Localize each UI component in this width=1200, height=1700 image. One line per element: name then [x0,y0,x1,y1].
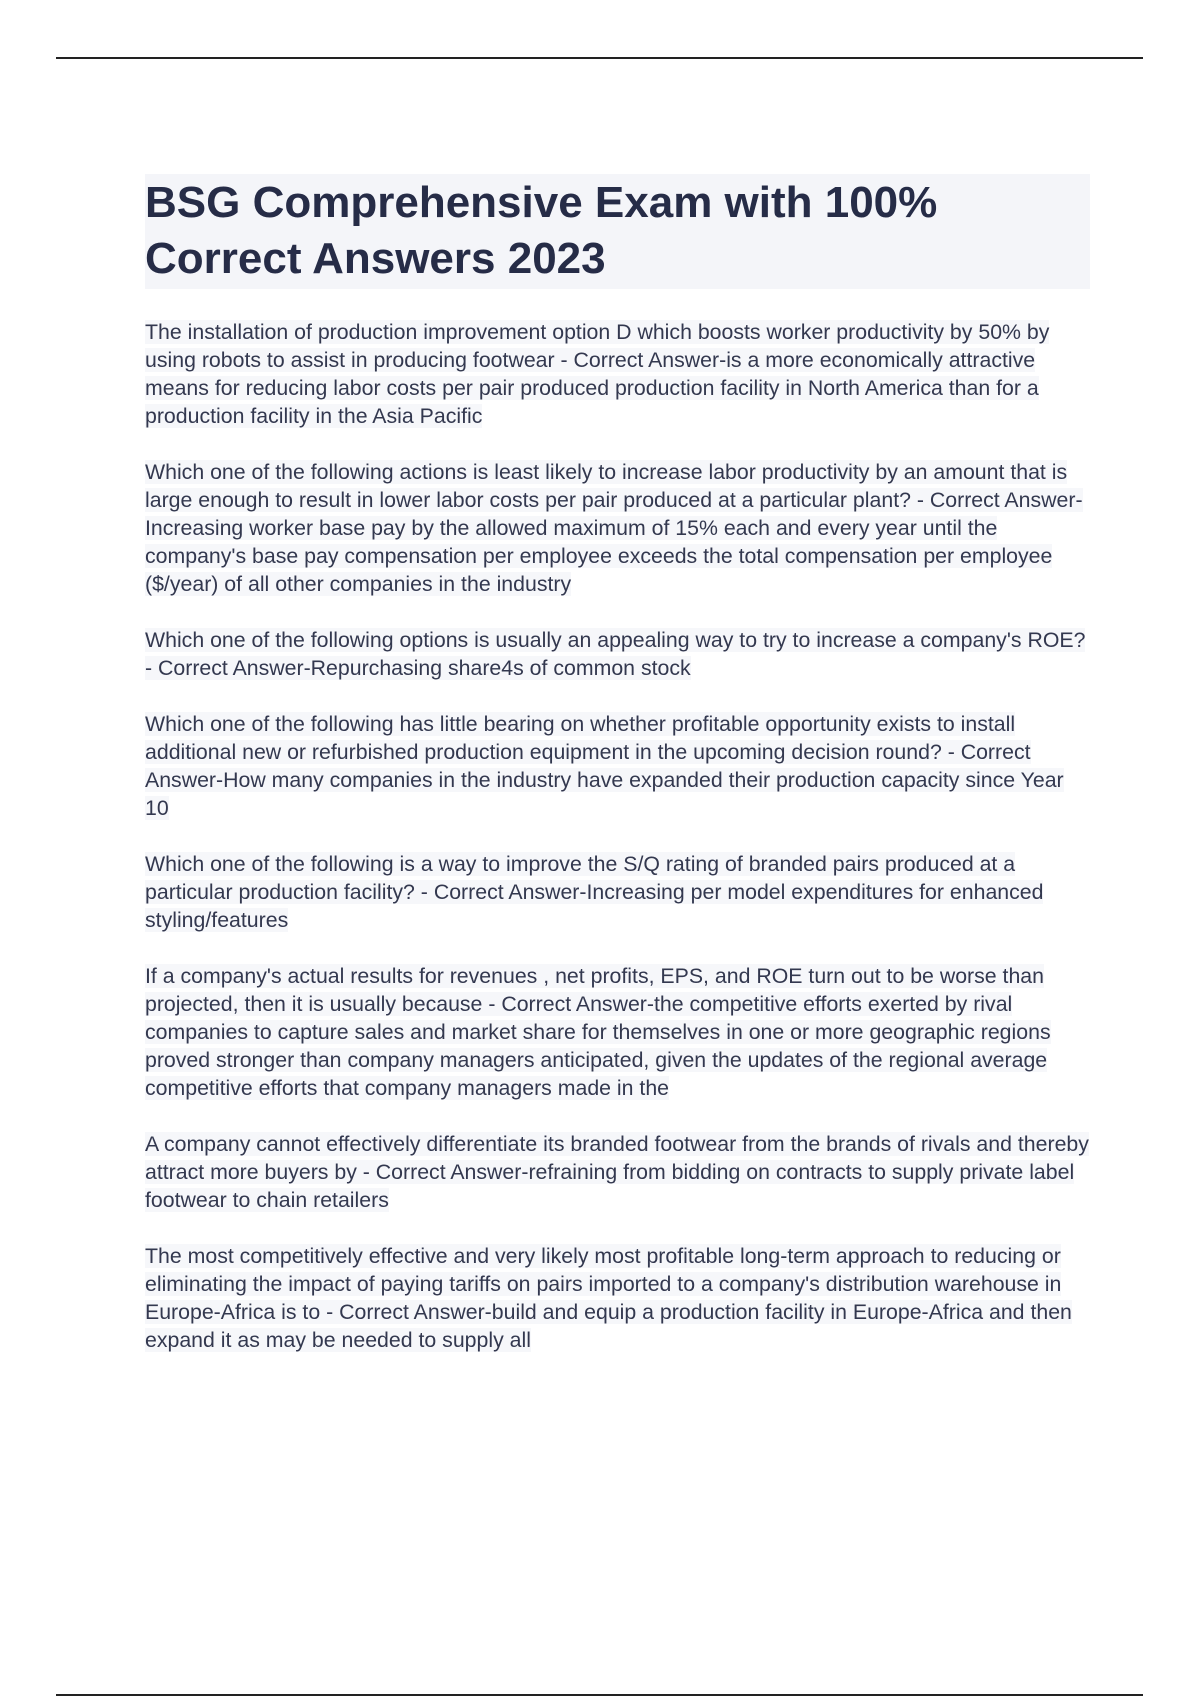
bottom-rule [56,1694,1143,1696]
qa-item [145,1130,1090,1214]
qa-item [145,962,1090,1102]
qa-item [145,458,1090,598]
qa-item [145,1242,1090,1354]
qa-text: A company cannot effectively differentiate its branded footwear from the brands of rivals and thereby attract more buyers by - Correct Answer-refraining from bidding on contracts to supply private label footwear to chain retailers [145,1132,1089,1212]
qa-item [145,626,1090,682]
qa-text: The installation of production improvement option D which boosts worker productivity by 50% by using robots to assist in producing footwear - Correct Answer-is a more economically attractive means for reducing labor costs per pair produced production facility in North America than for a production facility in the Asia Pacific [145,320,1050,428]
top-rule [56,57,1143,59]
qa-text: The most competitively effective and very likely most profitable long-term approach to reducing or eliminating the impact of paying tariffs on pairs imported to a company's distribution warehouse in Europe-Africa is to - Correct Answer-build and equip a production facility in Europe-Africa and then expand it as may be needed to supply all [145,1244,1072,1352]
qa-text: Which one of the following has little bearing on whether profitable opportunity exists to install additional new or refurbished production equipment in the upcoming decision round? - Correct Answer-How many companies in the industry have expanded their production capacity since Year 10 [145,712,1064,820]
document-body [145,174,1090,1382]
qa-text: Which one of the following is a way to improve the S/Q rating of branded pairs produced at a particular production facility? - Correct Answer-Increasing per model expenditures for enhanced styling/features [145,852,1044,932]
document-title: BSG Comprehensive Exam with 100% Correct Answers 2023 [145,174,1090,289]
qa-text: If a company's actual results for revenues , net profits, EPS, and ROE turn out to be worse than projected, then it is usually because - Correct Answer-the competitive efforts exerted by rival companies to capture sales and market share for themselves in one or more geographic regions proved stronger than company managers anticipated, given the updates of the regional average competitive efforts that company managers made in the [145,964,1051,1100]
qa-item [145,318,1090,430]
qa-item [145,710,1090,822]
qa-text: Which one of the following actions is least likely to increase labor productivity by an amount that is large enough to result in lower labor costs per pair produced at a particular plant? - Correct Answer-Increasing worker base pay by the allowed maximum of 15% each and every year until the company's base pay compensation per employee exceeds the total compensation per employee ($/year) of all other companies in the industry [145,460,1083,596]
qa-item [145,850,1090,934]
qa-text: Which one of the following options is usually an appealing way to try to increase a company's ROE? - Correct Answer-Repurchasing share4s of common stock [145,628,1086,680]
qa-list [145,318,1090,1354]
